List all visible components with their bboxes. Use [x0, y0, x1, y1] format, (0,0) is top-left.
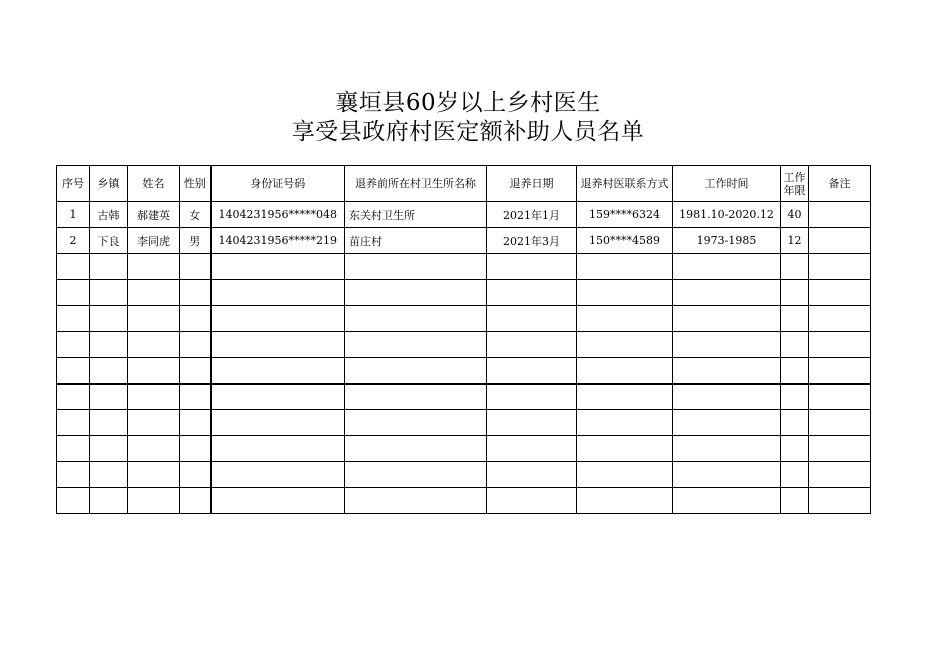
header-seq: 序号 [57, 166, 90, 202]
empty-cell [57, 462, 90, 488]
empty-cell [180, 306, 211, 332]
empty-cell [809, 436, 871, 462]
empty-cell [90, 436, 128, 462]
empty-cell [673, 410, 781, 436]
empty-cell [90, 358, 128, 384]
empty-cell [128, 410, 180, 436]
cell-town: 下良 [90, 228, 128, 254]
empty-cell [577, 384, 673, 410]
cell-work-period: 1973-1985 [673, 228, 781, 254]
empty-cell [128, 384, 180, 410]
empty-cell [128, 488, 180, 514]
empty-row [57, 488, 871, 514]
empty-cell [128, 332, 180, 358]
empty-cell [577, 332, 673, 358]
empty-cell [57, 332, 90, 358]
empty-cell [211, 358, 345, 384]
empty-cell [673, 358, 781, 384]
empty-cell [781, 332, 809, 358]
empty-row [57, 332, 871, 358]
cell-work-years: 12 [781, 228, 809, 254]
cell-clinic: 东关村卫生所 [345, 202, 487, 228]
empty-cell [57, 436, 90, 462]
header-name: 姓名 [128, 166, 180, 202]
header-work-period: 工作时间 [673, 166, 781, 202]
empty-cell [90, 306, 128, 332]
header-remarks: 备注 [809, 166, 871, 202]
empty-cell [487, 332, 577, 358]
empty-cell [90, 254, 128, 280]
empty-cell [57, 384, 90, 410]
cell-retire-date: 2021年1月 [487, 202, 577, 228]
header-id-number: 身份证号码 [211, 166, 345, 202]
empty-cell [809, 358, 871, 384]
empty-cell [577, 280, 673, 306]
empty-cell [781, 254, 809, 280]
empty-cell [577, 358, 673, 384]
empty-cell [128, 436, 180, 462]
empty-cell [128, 462, 180, 488]
empty-cell [90, 410, 128, 436]
empty-cell [180, 410, 211, 436]
empty-cell [809, 280, 871, 306]
table-row [57, 202, 871, 228]
empty-cell [487, 306, 577, 332]
empty-cell [781, 306, 809, 332]
empty-row [57, 358, 871, 384]
empty-cell [90, 488, 128, 514]
cell-town: 古韩 [90, 202, 128, 228]
empty-cell [57, 488, 90, 514]
empty-cell [673, 332, 781, 358]
empty-cell [211, 306, 345, 332]
empty-cell [180, 254, 211, 280]
document-title-line-1: 襄垣县60岁以上乡村医生 [335, 90, 601, 116]
empty-cell [211, 462, 345, 488]
empty-cell [90, 384, 128, 410]
empty-cell [673, 306, 781, 332]
empty-cell [57, 358, 90, 384]
header-row [57, 166, 871, 202]
empty-cell [57, 280, 90, 306]
empty-cell [781, 410, 809, 436]
empty-row [57, 436, 871, 462]
empty-cell [673, 254, 781, 280]
empty-cell [781, 384, 809, 410]
empty-cell [809, 254, 871, 280]
header-gender: 性别 [180, 166, 211, 202]
cell-name: 郝建英 [128, 202, 180, 228]
empty-cell [180, 436, 211, 462]
empty-cell [781, 280, 809, 306]
empty-cell [180, 384, 211, 410]
empty-cell [345, 332, 487, 358]
empty-cell [180, 488, 211, 514]
empty-row [57, 384, 871, 410]
empty-cell [487, 384, 577, 410]
empty-row [57, 306, 871, 332]
empty-cell [673, 488, 781, 514]
empty-cell [90, 280, 128, 306]
empty-cell [487, 462, 577, 488]
empty-cell [781, 462, 809, 488]
cell-remarks [809, 228, 871, 254]
empty-cell [345, 384, 487, 410]
cell-contact: 150****4589 [577, 228, 673, 254]
empty-cell [180, 462, 211, 488]
empty-cell [673, 462, 781, 488]
empty-cell [577, 254, 673, 280]
empty-cell [345, 436, 487, 462]
empty-row [57, 410, 871, 436]
empty-cell [487, 254, 577, 280]
empty-cell [577, 410, 673, 436]
empty-cell [345, 410, 487, 436]
cell-gender: 女 [180, 202, 211, 228]
empty-cell [345, 280, 487, 306]
cell-id-number: 1404231956*****048 [211, 202, 345, 228]
empty-cell [345, 254, 487, 280]
empty-cell [57, 410, 90, 436]
empty-cell [211, 254, 345, 280]
table-row [57, 228, 871, 254]
empty-row [57, 462, 871, 488]
empty-cell [809, 410, 871, 436]
empty-cell [487, 280, 577, 306]
empty-cell [345, 462, 487, 488]
empty-cell [809, 488, 871, 514]
empty-cell [345, 358, 487, 384]
empty-cell [781, 436, 809, 462]
empty-cell [57, 306, 90, 332]
empty-cell [487, 436, 577, 462]
document-title-line-2: 享受县政府村医定额补助人员名单 [291, 119, 645, 145]
empty-row [57, 254, 871, 280]
cell-retire-date: 2021年3月 [487, 228, 577, 254]
empty-cell [128, 358, 180, 384]
empty-cell [809, 384, 871, 410]
empty-cell [128, 254, 180, 280]
empty-cell [90, 332, 128, 358]
cell-gender: 男 [180, 228, 211, 254]
header-contact: 退养村医联系方式 [577, 166, 673, 202]
empty-cell [487, 358, 577, 384]
empty-cell [345, 488, 487, 514]
empty-cell [128, 306, 180, 332]
empty-cell [781, 358, 809, 384]
empty-cell [128, 280, 180, 306]
empty-cell [211, 436, 345, 462]
empty-cell [809, 306, 871, 332]
cell-contact: 159****6324 [577, 202, 673, 228]
cell-seq: 2 [57, 228, 90, 254]
empty-cell [673, 384, 781, 410]
empty-cell [57, 254, 90, 280]
empty-cell [577, 306, 673, 332]
empty-cell [180, 358, 211, 384]
empty-cell [180, 280, 211, 306]
empty-cell [211, 280, 345, 306]
empty-cell [211, 488, 345, 514]
doctor-roster-table [56, 165, 871, 514]
cell-id-number: 1404231956*****219 [211, 228, 345, 254]
cell-remarks [809, 202, 871, 228]
empty-cell [809, 462, 871, 488]
cell-work-years: 40 [781, 202, 809, 228]
empty-cell [211, 410, 345, 436]
empty-cell [211, 384, 345, 410]
header-town: 乡镇 [90, 166, 128, 202]
empty-cell [809, 332, 871, 358]
empty-cell [487, 410, 577, 436]
empty-cell [90, 462, 128, 488]
empty-cell [673, 436, 781, 462]
header-clinic: 退养前所在村卫生所名称 [345, 166, 487, 202]
empty-row [57, 280, 871, 306]
empty-cell [180, 332, 211, 358]
empty-cell [673, 280, 781, 306]
cell-clinic: 苗庄村 [345, 228, 487, 254]
empty-cell [345, 306, 487, 332]
empty-cell [577, 462, 673, 488]
header-retire-date: 退养日期 [487, 166, 577, 202]
cell-work-period: 1981.10-2020.12 [673, 202, 781, 228]
empty-cell [577, 436, 673, 462]
empty-cell [781, 488, 809, 514]
empty-cell [577, 488, 673, 514]
cell-name: 李同虎 [128, 228, 180, 254]
cell-seq: 1 [57, 202, 90, 228]
empty-cell [487, 488, 577, 514]
empty-cell [211, 332, 345, 358]
header-work-years: 工作年限 [781, 166, 809, 202]
